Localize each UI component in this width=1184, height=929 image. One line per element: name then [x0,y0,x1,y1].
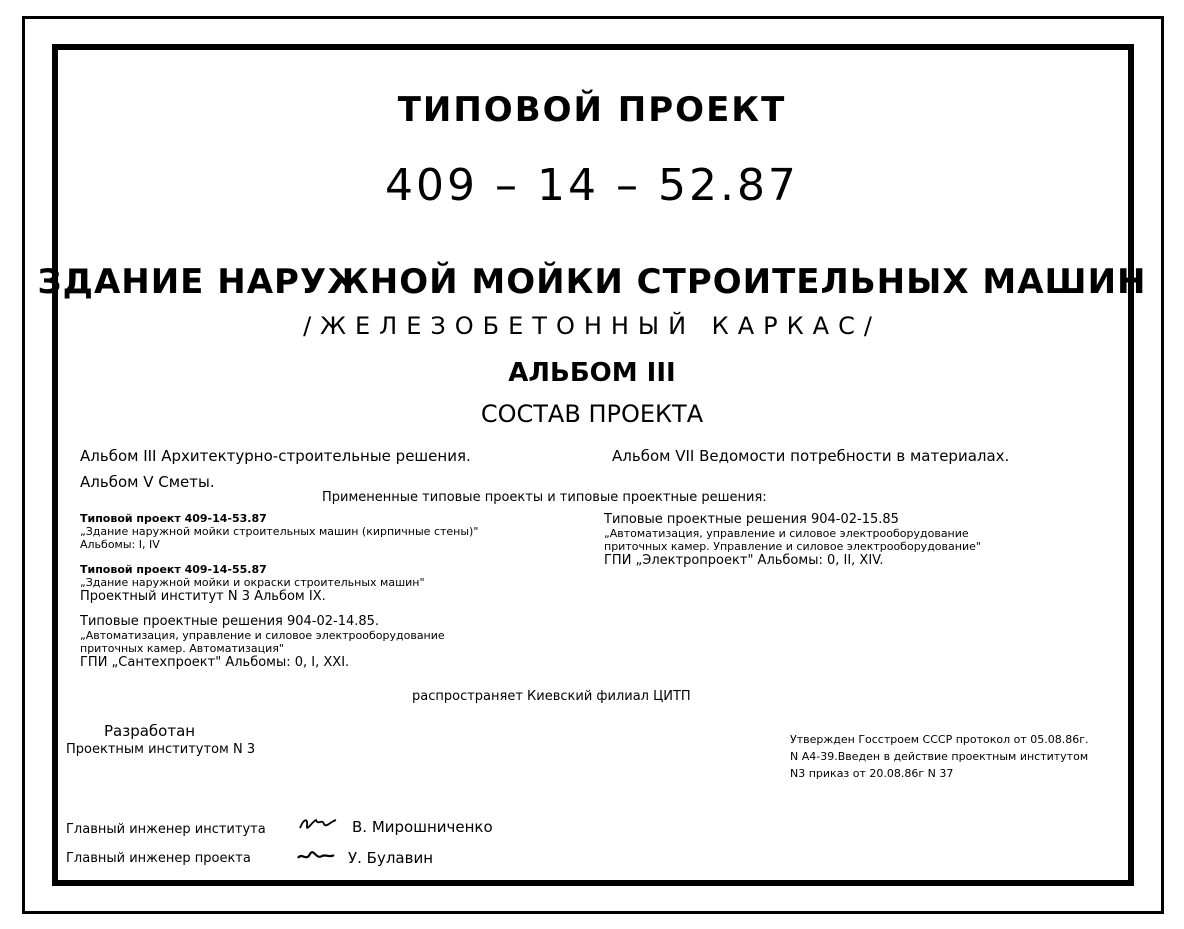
applied-heading: Примененные типовые проекты и типовые проектные решения: [322,490,767,505]
composition-album3: Альбом III Архитектурно-строительные решения. [80,447,471,465]
composition-album5: Альбом V Сметы. [80,473,215,491]
applied-right-line1: Типовые проектные решения 904-02-15.85 [604,512,899,527]
applied-project-right [604,512,981,568]
applied-project-3 [80,614,445,670]
album-title: АЛЬБОМ III [508,358,676,388]
approval-line2: N А4-39.Введен в действие проектным институтом [790,750,1089,763]
applied-project-2-line3: Проектный институт N 3 Альбом IX. [80,589,326,604]
applied-right-line4: ГПИ „Электропроект" Альбомы: 0, II, XIV. [604,553,884,568]
applied-project-2-line1: Типовой проект 409-14-55.87 [80,563,267,576]
applied-project-3-line2: „Автоматизация, управление и силовое электрооборудование [80,629,445,642]
distributor: распространяет Киевский филиал ЦИТП [412,689,691,704]
applied-right-line2: „Автоматизация, управление и силовое электрооборудование [604,527,969,540]
applied-right-line3: приточных камер. Управление и силовое электрооборудование" [604,540,981,553]
signature-name-2: У. Булавин [348,849,434,867]
applied-project-3-line4: ГПИ „Сантехпроект" Альбомы: 0, I, XXI. [80,655,350,670]
project-number: 409 – 14 – 52.87 [385,160,799,211]
frame-type: /ЖЕЛЕЗОБЕТОННЫЙ КАРКАС/ [303,312,881,340]
signature-name-1: В. Мирошниченко [352,818,493,836]
applied-project-1-line1: Типовой проект 409-14-53.87 [80,512,267,525]
applied-project-2 [80,563,425,604]
approval-line1: Утвержден Госстроем СССР протокол от 05.08.86г. [790,733,1089,746]
applied-project-1 [80,512,478,551]
building-name: ЗДАНИЕ НАРУЖНОЙ МОЙКИ СТРОИТЕЛЬНЫХ МАШИН [37,262,1147,302]
developer-org: Проектным институтом N 3 [66,742,256,757]
applied-project-1-line3: Альбомы: I, IV [80,538,160,551]
composition-heading: СОСТАВ ПРОЕКТА [480,400,704,428]
signature-role-2: Главный инженер проекта [66,851,251,866]
composition-album7: Альбом VII Ведомости потребности в материалах. [612,447,1010,465]
applied-project-3-line3: приточных камер. Автоматизация" [80,642,284,655]
signature-role-1: Главный инженер института [66,822,266,837]
approval-block [790,733,1089,780]
applied-project-1-line2: „Здание наружной мойки строительных машин (кирпичные стены)" [80,525,479,538]
signature-2 [296,846,336,866]
approval-line3: N3 приказ от 20.08.86г N 37 [790,767,954,780]
applied-project-3-line1: Типовые проектные решения 904-02-14.85. [80,614,380,629]
signature-1 [298,814,338,834]
developer-label: Разработан [104,722,196,740]
document-title: ТИПОВОЙ ПРОЕКТ [397,90,787,130]
applied-project-2-line2: „Здание наружной мойки и окраски строительных машин" [80,576,425,589]
